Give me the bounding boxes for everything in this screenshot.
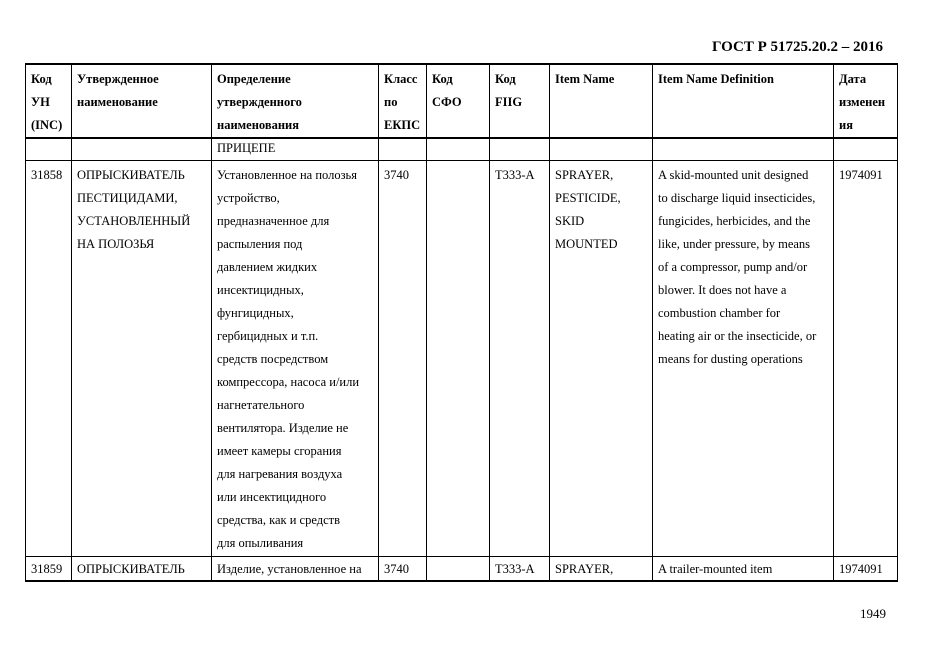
cell-class: 3740 <box>379 161 427 557</box>
cell-name: ОПРЫСКИВАТЕЛЬ ПЕСТИЦИДАМИ, УСТАНОВЛЕННЫЙ НА ПОЛОЗЬЯ <box>72 161 212 557</box>
cell-item-definition: A trailer-mounted item <box>653 557 834 582</box>
cell-class: 3740 <box>379 557 427 582</box>
header-date: Дата изменен ия <box>834 64 898 138</box>
cell-definition: Установленное на полозья устройство, предназначенное для распыления под давлением жидких инсектицидных, фунгицидных, гербицидных и т.п. средств посредством компрессора, насоса и/или нагнетательного вентилятора. Изделие не имеет камеры сгорания для нагревания воздуха или инсектицидного средства, как и средств для опыливания <box>212 161 379 557</box>
cell-item-name <box>550 138 653 161</box>
table-header-row <box>26 64 898 138</box>
header-definition: Определение утвержденного наименования <box>212 64 379 138</box>
header-item-name-definition: Item Name Definition <box>653 64 834 138</box>
cell-name: ОПРЫСКИВАТЕЛЬ <box>72 557 212 582</box>
header-approved-name: Утвержденное наименование <box>72 64 212 138</box>
cell-name <box>72 138 212 161</box>
cell-class <box>379 138 427 161</box>
cell-fiig <box>490 138 550 161</box>
cell-date: 1974091 <box>834 557 898 582</box>
header-class: Класс по ЕКПС <box>379 64 427 138</box>
header-item-name: Item Name <box>550 64 653 138</box>
cell-date <box>834 138 898 161</box>
page-number: 1949 <box>860 606 886 621</box>
cell-fiig: T333-A <box>490 161 550 557</box>
header-inc: Код УН (INC) <box>26 64 72 138</box>
table-row <box>26 557 898 582</box>
table-row <box>26 138 898 161</box>
cell-item-name: SPRAYER, PESTICIDE, SKID MOUNTED <box>550 161 653 557</box>
cell-definition: ПРИЦЕПЕ <box>212 138 379 161</box>
cell-sfo <box>427 161 490 557</box>
cell-sfo <box>427 138 490 161</box>
cell-fiig: T333-A <box>490 557 550 582</box>
cell-item-definition: A skid-mounted unit designed to discharge liquid insecticides, fungicides, herbicides, and the like, under pressure, by means of a compressor, pump and/or blower. It does not have a combustion chamber for heating air or the insecticide, or means for dusting operations <box>653 161 834 557</box>
header-fiig: Код FIIG <box>490 64 550 138</box>
cell-date: 1974091 <box>834 161 898 557</box>
cell-item-name: SPRAYER, <box>550 557 653 582</box>
cell-sfo <box>427 557 490 582</box>
header-sfo: Код СФО <box>427 64 490 138</box>
catalog-table <box>25 63 898 582</box>
cell-item-definition <box>653 138 834 161</box>
cell-inc: 31858 <box>26 161 72 557</box>
cell-inc <box>26 138 72 161</box>
table-row <box>26 161 898 557</box>
cell-inc: 31859 <box>26 557 72 582</box>
cell-definition: Изделие, установленное на <box>212 557 379 582</box>
document-header: ГОСТ Р 51725.20.2 – 2016 <box>712 39 884 55</box>
